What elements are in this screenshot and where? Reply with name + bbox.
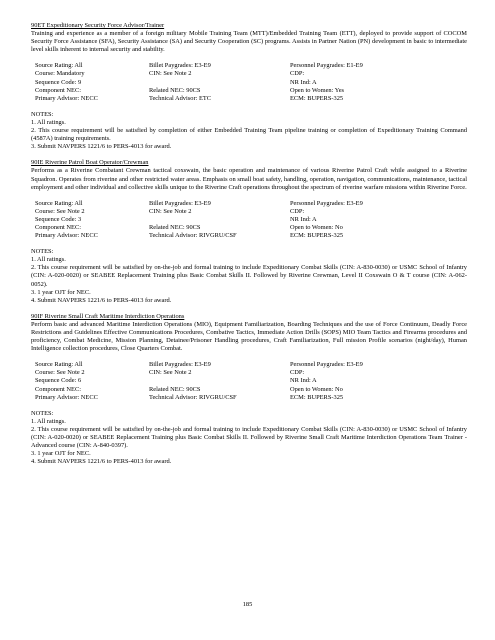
field-personnel-paygrades: Personnel Paygrades: E3-E9 [290, 361, 363, 369]
section-notes [31, 410, 467, 467]
field-component-nec: Component NEC: [35, 86, 81, 94]
field-empty [149, 377, 290, 385]
field-related-nec: Related NEC: 90CS [149, 223, 201, 231]
note-item: 4. Submit NAVPERS 1221/6 to PERS-4013 for award. [31, 458, 172, 466]
field-empty [149, 79, 290, 87]
note-item: 2. This course requirement will be satisfied by on-the-job and formal training to include Expeditionary Combat Skills (CIN: A-830-0030) or USMC School of Infantry (CIN: A-020-0020) or SEABEE Replacement Training plus Basic Combat Skills II. Followed by Riverine Small Craft Maritime Interdiction Operations Team Trainer - Advanced course (CIN: A-840-0397). [31, 425, 467, 450]
field-nr-ind: NR Ind: A [290, 377, 317, 385]
field-personnel-paygrades: Personnel Paygrades: E3-E9 [290, 199, 363, 207]
field-billet-paygrades: Billet Paygrades: E3-E9 [149, 62, 211, 70]
field-billet-paygrades: Billet Paygrades: E3-E9 [149, 199, 211, 207]
field-open-to-women: Open to Women: No [290, 223, 343, 231]
section-title: 90IF Riverine Small Craft Maritime Interdiction Operations [31, 312, 185, 320]
field-open-to-women: Open to Women: No [290, 385, 343, 393]
field-component-nec: Component NEC: [35, 385, 81, 393]
field-sequence-code: Sequence Code: 3 [35, 215, 82, 223]
field-source-rating: Source Rating: All [35, 361, 83, 369]
field-personnel-paygrades: Personnel Paygrades: E1-E9 [290, 62, 363, 70]
section-fields [35, 361, 467, 401]
notes-label: NOTES: [31, 409, 54, 417]
field-course: Course: See Note 2 [35, 369, 85, 377]
field-empty [149, 216, 290, 224]
section-notes [31, 111, 467, 151]
field-course: Course: Mandatory [35, 70, 85, 78]
field-cdp: CDP: [290, 207, 305, 215]
section-fields [35, 200, 467, 240]
field-cdp: CDP: [290, 70, 305, 78]
field-primary-advisor: Primary Advisor: NECC [35, 94, 98, 102]
field-sequence-code: Sequence Code: 9 [35, 78, 82, 86]
field-ecm: ECM: BUPERS-325 [290, 393, 344, 401]
field-ecm: ECM: BUPERS-325 [290, 94, 344, 102]
section-description: Training and experience as a member of a foreign military Mobile Training Team (MTT)/Embedded Training Team (ETT), deployed to provide support of COCOM Security Force Assistance (SFA), Security Assistance (SA) and Security Cooperation (SC) programs. Assists in Partner Nation (PN) development in basic to intermediate level skills inherent to internal security and stability. [31, 30, 467, 54]
field-source-rating: Source Rating: All [35, 199, 83, 207]
field-cdp: CDP: [290, 369, 305, 377]
section-title: 90IE Riverine Patrol Boat Operator/Crewman [31, 159, 149, 167]
note-item: 3. 1 year OJT for NEC. [31, 450, 91, 458]
field-technical-advisor: Technical Advisor: RIVGRU/CSF [149, 232, 237, 240]
field-billet-paygrades: Billet Paygrades: E3-E9 [149, 361, 211, 369]
field-ecm: ECM: BUPERS-325 [290, 232, 344, 240]
field-cin: CIN: See Note 2 [149, 369, 192, 377]
nec-section-90if [31, 313, 467, 467]
field-related-nec: Related NEC: 90CS [149, 86, 201, 94]
section-description: Perform basic and advanced Maritime Interdiction Operations (MIO), Equipment Familiarization, Boarding Techniques and the use of Force Continuum, Deadly Force Restrictions and Guidelines Effective Communications Procedures, Combative Tactics, Immediate Action Drills (SOPS) MIO Team Tactics and Firearms procedures and proficiency, Combat Medicine, Mission Planning, Detainee/Prisoner Handling procedures, Craft Familiarization, Full mission Profile scenarios (night/day), Human Intelligence collection procedures, Close Quarters Combat. [31, 320, 467, 353]
nec-section-90et [31, 22, 467, 151]
field-nr-ind: NR Ind: A [290, 78, 317, 86]
note-item: 1. All ratings. [31, 417, 66, 425]
page-number: 185 [242, 601, 253, 608]
field-technical-advisor: Technical Advisor: RIVGRU/CSF [149, 393, 237, 401]
nec-section-90ie [31, 159, 467, 305]
note-item: 2. This course requirement will be satisfied by on-the-job and formal training to include Expeditionary Combat Skills (CIN: A-830-0030) or USMC School of Infantry (CIN: A-020-0020) or SEABEE Replacement Training plus Basic Combat Skills II. Followed by Riverine Crewman, Level II Coxswain O & T course (CIN: A-062-0052). [31, 264, 467, 288]
field-nr-ind: NR Ind: A [290, 215, 317, 223]
document-page [31, 22, 467, 466]
field-source-rating: Source Rating: All [35, 62, 83, 70]
field-related-nec: Related NEC: 90CS [149, 385, 201, 393]
note-item: 2. This course requirement will be satisfied by completion of either Embedded Training Team pipeline training or completion of Expeditionary Training Command (4587A) training requirements. [31, 127, 467, 143]
notes-label: NOTES: [31, 248, 54, 256]
field-sequence-code: Sequence Code: 6 [35, 377, 82, 385]
section-description: Performs as a Riverine Combatant Crewman tactical coxswain, the basic operation and maintenance of various Riverine Patrol Craft while assigned to a Riverine Squadron. Operates from riverine and other restricted water areas. Emphasis on small boat safety, handling, operation, navigation, communications, maintenance, tactical employment and other individual and collective skills unique to the Riverine Craft operations throughout the spectrum of riverine warfare missions within Riverine Force. [31, 167, 467, 191]
note-item: 3. Submit NAVPERS 1221/6 to PERS-4013 for award. [31, 143, 172, 151]
field-component-nec: Component NEC: [35, 223, 81, 231]
note-item: 1. All ratings. [31, 256, 66, 264]
field-cin: CIN: See Note 2 [149, 70, 192, 78]
note-item: 1. All ratings. [31, 118, 66, 126]
field-primary-advisor: Primary Advisor: NECC [35, 393, 98, 401]
field-cin: CIN: See Note 2 [149, 207, 192, 215]
field-primary-advisor: Primary Advisor: NECC [35, 232, 98, 240]
field-technical-advisor: Technical Advisor: ETC [149, 94, 212, 102]
field-course: Course: See Note 2 [35, 207, 85, 215]
section-notes [31, 248, 467, 305]
notes-label: NOTES: [31, 110, 54, 118]
section-title: 90ET Expeditionary Security Force Advisor/Trainer [31, 22, 165, 29]
note-item: 3. 1 year OJT for NEC. [31, 288, 91, 296]
note-item: 4. Submit NAVPERS 1221/6 to PERS-4013 for award. [31, 296, 172, 304]
section-fields [35, 62, 467, 102]
field-open-to-women: Open to Women: Yes [290, 86, 345, 94]
